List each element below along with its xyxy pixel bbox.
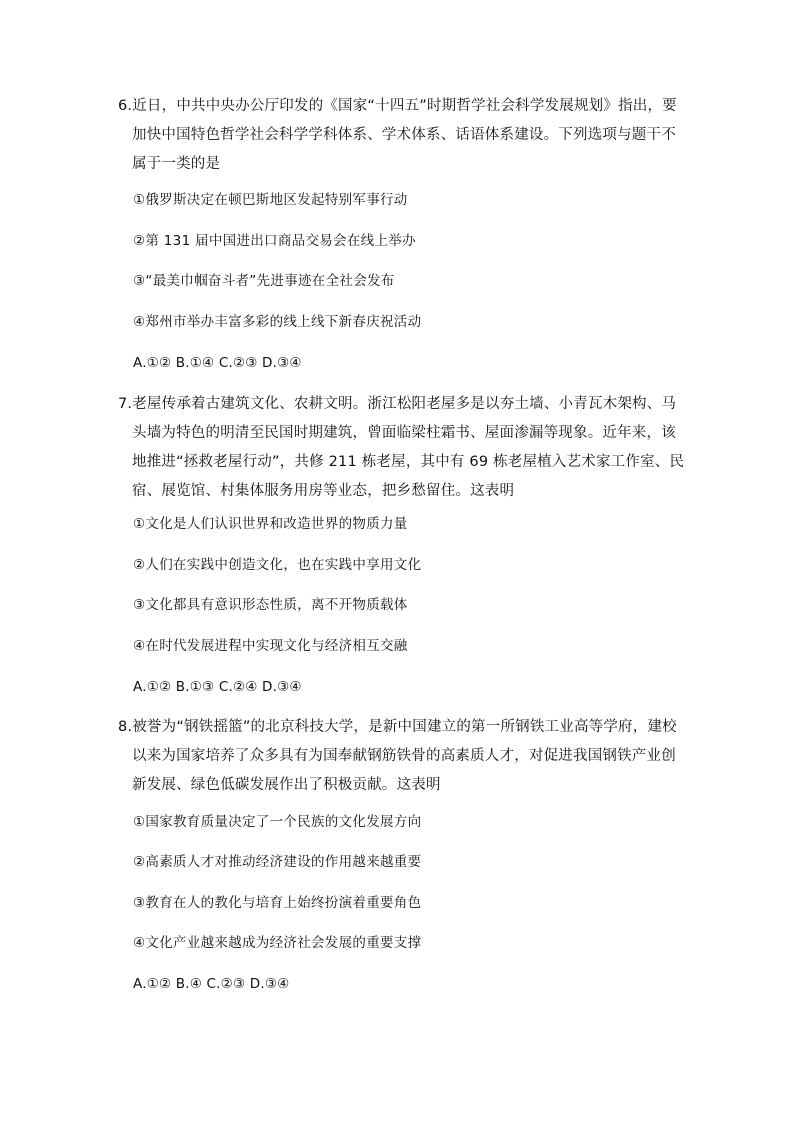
option-1: ①文化是人们认识世界和改造世界的物质力量 bbox=[133, 516, 408, 532]
option-1: ①俄罗斯决定在顿巴斯地区发起特别军事行动 bbox=[133, 192, 408, 208]
option-3: ③“最美巾帼奋斗者”先进事迹在全社会发布 bbox=[133, 273, 395, 289]
option-4: ④郑州市举办丰富多彩的线上线下新春庆祝活动 bbox=[133, 314, 422, 330]
question-stem: 7.老屋传承着古建筑文化、农耕文明。浙江松阳老屋多是以夯土墙、小青瓦木架构、马头墙为特色的明清至民国时期建筑，曾面临梁柱霜书、屋面渗漏等现象。近年来，该地推进“拯救老屋行动”，共修 211 栋老屋，其中有 69 栋老屋植入艺术家工作室、民宿、展览馆、村集体服务用房等业态，把乡愁留住。这表明 bbox=[118, 396, 685, 499]
answer-choices: A.①② B.①③ C.②④ D.③④ bbox=[133, 679, 302, 695]
option-3: ③教育在人的教化与培育上始终扮演着重要角色 bbox=[133, 895, 422, 911]
option-2: ②人们在实践中创造文化，也在实践中享用文化 bbox=[133, 557, 422, 573]
answer-choices: A.①② B.④ C.②③ D.③④ bbox=[133, 976, 290, 992]
answer-choices: A.①② B.①④ C.②③ D.③④ bbox=[133, 355, 302, 371]
option-4: ④文化产业越来越成为经济社会发展的重要支撑 bbox=[133, 935, 422, 951]
option-1: ①国家教育质量决定了一个民族的文化发展方向 bbox=[133, 814, 422, 830]
option-3: ③文化都具有意识形态性质，离不开物质载体 bbox=[133, 597, 408, 613]
question-stem: 6.近日，中共中央办公厅印发的《国家“十四五”时期哲学社会科学发展规划》指出，要加快中国特色哲学社会科学学科体系、学术体系、话语体系建设。下列选项与题干不属于一类的是 bbox=[118, 98, 677, 172]
option-2: ②第 131 届中国进出口商品交易会在线上举办 bbox=[133, 233, 416, 249]
question-stem: 8.被誉为“钢铁摇篮”的北京科技大学，是新中国建立的第一所钢铁工业高等学府，建校以来为国家培养了众多具有为国奉献钢筋铁骨的高素质人才，对促进我国钢铁产业创新发展、绿色低碳发展作出了积极贡献。这表明 bbox=[118, 719, 677, 793]
option-2: ②高素质人才对推动经济建设的作用越来越重要 bbox=[133, 854, 422, 870]
question-8 bbox=[118, 713, 688, 992]
question-7 bbox=[118, 390, 688, 695]
question-6 bbox=[118, 92, 688, 371]
option-4: ④在时代发展进程中实现文化与经济相互交融 bbox=[133, 638, 408, 654]
